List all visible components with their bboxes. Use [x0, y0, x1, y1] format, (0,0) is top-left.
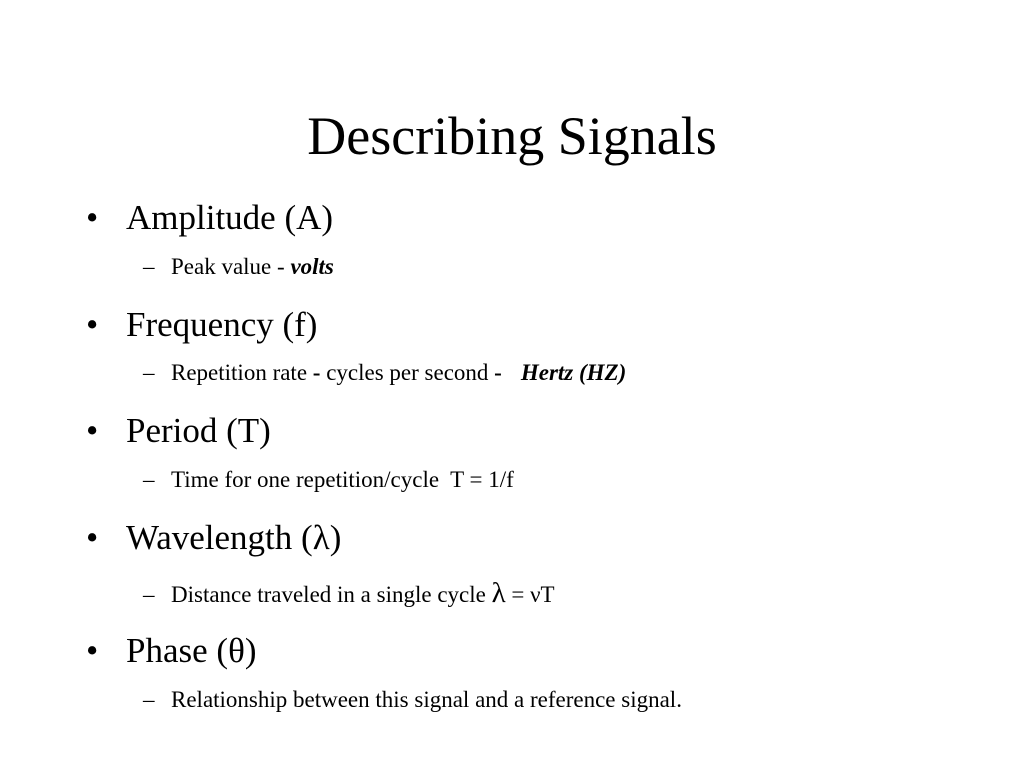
bullet-glyph: •: [86, 411, 99, 450]
sub-frequency-text-1: Repetition rate: [171, 360, 313, 385]
slide-title: Describing Signals: [307, 106, 717, 166]
sub-phase: [143, 686, 682, 714]
dash-glyph: –: [143, 360, 155, 385]
sub-amplitude-text: Peak value -: [171, 254, 291, 279]
bullet-wavelength-label-suffix: ): [329, 518, 342, 557]
bullet-period: [86, 411, 271, 451]
lambda-symbol: λ: [491, 577, 506, 609]
sub-period: [143, 466, 514, 494]
theta-symbol: θ: [228, 631, 245, 670]
bullet-phase-label-suffix: ): [244, 631, 257, 670]
sub-frequency: [143, 359, 626, 387]
bullet-glyph: •: [86, 305, 99, 344]
bullet-frequency: [86, 305, 317, 345]
sub-wavelength-text: Distance traveled in a single cycle: [171, 582, 492, 607]
bullet-amplitude: [86, 198, 333, 238]
sub-frequency-separator-1: -: [312, 360, 321, 385]
sub-wavelength-formula: = νT: [505, 582, 555, 607]
lambda-symbol: λ: [312, 518, 330, 557]
bullet-frequency-label: Frequency (f): [126, 305, 318, 344]
dash-glyph: –: [143, 582, 155, 607]
sub-period-text: Time for one repetition/cycle T = 1/f: [171, 467, 514, 492]
dash-glyph: –: [143, 254, 155, 279]
bullet-wavelength-label-prefix: Wavelength (: [126, 518, 313, 557]
sub-amplitude-unit: volts: [290, 254, 334, 279]
sub-wavelength: [143, 579, 555, 609]
dash-glyph: –: [143, 687, 155, 712]
bullet-glyph: •: [86, 631, 99, 670]
sub-frequency-unit: Hertz (HZ): [520, 360, 627, 385]
sub-frequency-separator-2: -: [494, 360, 502, 385]
sub-phase-text: Relationship between this signal and a reference signal.: [171, 687, 682, 712]
bullet-wavelength: [86, 518, 341, 558]
sub-amplitude: [143, 253, 334, 281]
bullet-phase: [86, 631, 256, 671]
sub-frequency-text-2: cycles per second: [320, 360, 495, 385]
bullet-period-label: Period (T): [126, 411, 271, 450]
bullet-glyph: •: [86, 198, 99, 237]
dash-glyph: –: [143, 467, 155, 492]
bullet-phase-label-prefix: Phase (: [126, 631, 229, 670]
bullet-glyph: •: [86, 518, 99, 557]
bullet-amplitude-label: Amplitude (A): [126, 198, 334, 237]
